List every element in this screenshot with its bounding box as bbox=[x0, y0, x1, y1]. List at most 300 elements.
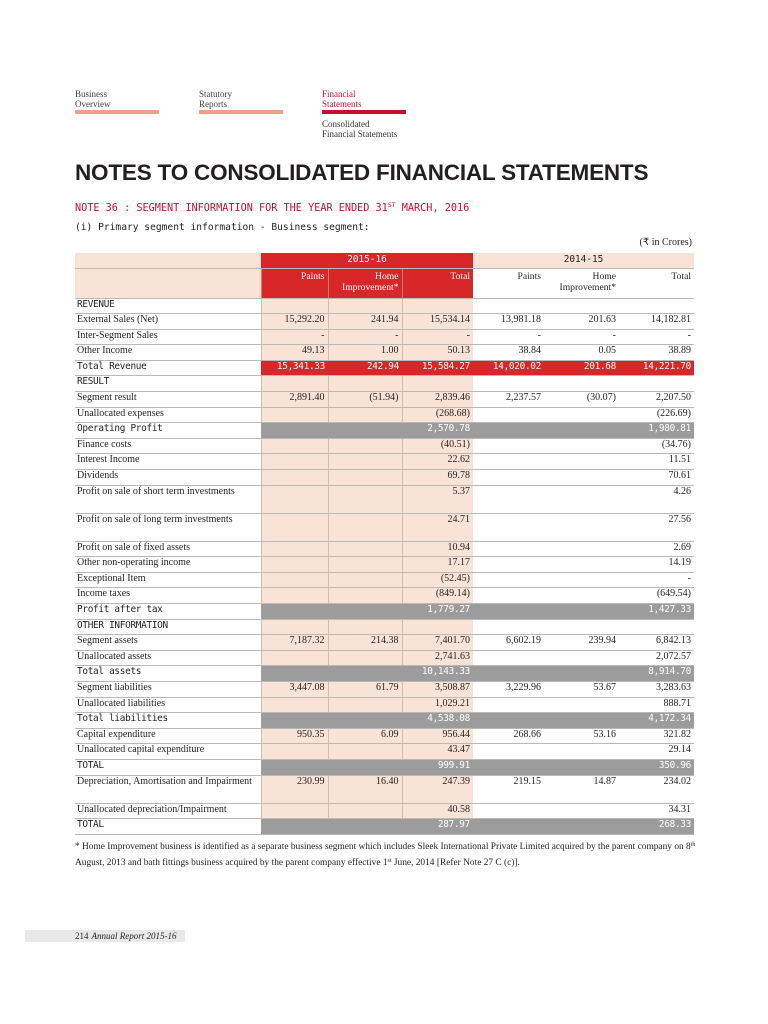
row-label: Finance costs bbox=[75, 438, 261, 454]
cell-value bbox=[473, 588, 544, 604]
cell-value bbox=[544, 541, 619, 557]
section-heading: REVENUE bbox=[75, 298, 261, 314]
cell-value bbox=[328, 438, 402, 454]
cell-value: (849.14) bbox=[402, 588, 473, 604]
cell-value: 34.31 bbox=[619, 803, 694, 819]
cell-value: 13,981.18 bbox=[473, 314, 544, 330]
cell-value: 38.89 bbox=[619, 345, 694, 361]
cell-value bbox=[328, 697, 402, 713]
row-label: Inter-Segment Sales bbox=[75, 329, 261, 345]
section-heading: RESULT bbox=[75, 376, 261, 392]
cell-value: 247.39 bbox=[402, 775, 473, 803]
cell-value bbox=[544, 454, 619, 470]
cell-value: 4.26 bbox=[619, 485, 694, 513]
cell-value bbox=[261, 744, 328, 760]
cell-value bbox=[328, 407, 402, 423]
nav-label-line2: Statements bbox=[322, 99, 362, 109]
cell-value: 1,029.21 bbox=[402, 697, 473, 713]
cell-value bbox=[328, 713, 402, 729]
cell-value: 15,534.14 bbox=[402, 314, 473, 330]
subheading: (i) Primary segment information - Business segment: bbox=[75, 222, 370, 233]
nav-bar bbox=[75, 110, 159, 114]
cell-value: - bbox=[328, 329, 402, 345]
cell-value: 2,741.63 bbox=[402, 650, 473, 666]
cell-value: 241.94 bbox=[328, 314, 402, 330]
cell-value bbox=[544, 423, 619, 439]
cell-value bbox=[261, 713, 328, 729]
cell-value: 950.35 bbox=[261, 728, 328, 744]
cell-value: 268.66 bbox=[473, 728, 544, 744]
footnote-text: June, 2014 [Refer Note 27 C (c)]. bbox=[391, 858, 520, 868]
row-label: Total assets bbox=[75, 666, 261, 682]
cell-value: 6.09 bbox=[328, 728, 402, 744]
cell-value bbox=[328, 588, 402, 604]
cell-value: 27.56 bbox=[619, 513, 694, 541]
cell-value: 287.97 bbox=[402, 819, 473, 835]
cell-value: (52.45) bbox=[402, 572, 473, 588]
table-row bbox=[75, 345, 694, 361]
cell-value bbox=[473, 572, 544, 588]
table-row bbox=[75, 454, 694, 470]
cell-value bbox=[328, 557, 402, 573]
row-label: Exceptional Item bbox=[75, 572, 261, 588]
cell-value: 3,447.08 bbox=[261, 681, 328, 697]
row-label: Profit after tax bbox=[75, 604, 261, 620]
cell-value bbox=[402, 619, 473, 635]
cell-value: 14,182.81 bbox=[619, 314, 694, 330]
cell-value bbox=[261, 803, 328, 819]
cell-value bbox=[328, 759, 402, 775]
nav-financial-statements[interactable] bbox=[322, 89, 362, 109]
table-row bbox=[75, 619, 694, 635]
cell-value bbox=[328, 650, 402, 666]
cell-value: - bbox=[402, 329, 473, 345]
cell-value bbox=[328, 541, 402, 557]
cell-value bbox=[402, 298, 473, 314]
cell-value: (649.54) bbox=[619, 588, 694, 604]
cell-value: 242.94 bbox=[328, 360, 402, 376]
cell-value: 2,072.57 bbox=[619, 650, 694, 666]
table-row bbox=[75, 557, 694, 573]
cell-value bbox=[328, 423, 402, 439]
cell-value bbox=[544, 298, 619, 314]
table-row bbox=[75, 423, 694, 439]
cell-value bbox=[328, 803, 402, 819]
cell-value: (268.68) bbox=[402, 407, 473, 423]
cell-value bbox=[544, 470, 619, 486]
table-row bbox=[75, 513, 694, 541]
table-row bbox=[75, 744, 694, 760]
cell-value bbox=[544, 697, 619, 713]
cell-value: 219.15 bbox=[473, 775, 544, 803]
cell-value: 53.67 bbox=[544, 681, 619, 697]
header-paints: Paints bbox=[261, 268, 328, 298]
table-row bbox=[75, 376, 694, 392]
cell-value: 2,839.46 bbox=[402, 392, 473, 408]
cell-value: 70.61 bbox=[619, 470, 694, 486]
table-row bbox=[75, 697, 694, 713]
cell-value bbox=[473, 557, 544, 573]
cell-value bbox=[328, 604, 402, 620]
cell-value bbox=[261, 407, 328, 423]
cell-value bbox=[402, 376, 473, 392]
cell-value: 8,914.70 bbox=[619, 666, 694, 682]
cell-value bbox=[544, 438, 619, 454]
cell-value: 321.82 bbox=[619, 728, 694, 744]
cell-value bbox=[544, 619, 619, 635]
row-label: Total Revenue bbox=[75, 360, 261, 376]
row-label: Profit on sale of long term investments bbox=[75, 513, 261, 541]
nav-label-line1: Statutory bbox=[199, 89, 232, 99]
header-blank bbox=[75, 268, 261, 298]
unit-label: (₹ in Crores) bbox=[639, 237, 692, 248]
row-label: Unallocated capital expenditure bbox=[75, 744, 261, 760]
cell-value bbox=[328, 572, 402, 588]
header-year-2015-16: 2015-16 bbox=[261, 253, 473, 268]
cell-value bbox=[328, 454, 402, 470]
row-label: Operating Profit bbox=[75, 423, 261, 439]
cell-value: 3,508.87 bbox=[402, 681, 473, 697]
cell-value: 22.62 bbox=[402, 454, 473, 470]
nav-label-line2: Reports bbox=[199, 99, 227, 109]
row-label: Unallocated depreciation/Impairment bbox=[75, 803, 261, 819]
header-row-columns bbox=[75, 268, 694, 298]
cell-value: 7,401.70 bbox=[402, 635, 473, 651]
cell-value: (226.69) bbox=[619, 407, 694, 423]
header-year-2014-15: 2014-15 bbox=[473, 253, 694, 268]
note-heading-text: NOTE 36 : SEGMENT INFORMATION FOR THE YEAR ENDED 31 bbox=[75, 203, 388, 214]
cell-value bbox=[473, 819, 544, 835]
cell-value bbox=[619, 298, 694, 314]
header-paints: Paints bbox=[473, 268, 544, 298]
cell-value: - bbox=[261, 329, 328, 345]
header-home-line1: Home bbox=[592, 270, 616, 282]
cell-value bbox=[261, 697, 328, 713]
nav-label-line1: Financial bbox=[322, 89, 356, 99]
table-row bbox=[75, 650, 694, 666]
cell-value bbox=[328, 744, 402, 760]
table-row bbox=[75, 572, 694, 588]
cell-value: - bbox=[619, 572, 694, 588]
row-label: Segment assets bbox=[75, 635, 261, 651]
nav-sub-line1: Consolidated bbox=[322, 119, 370, 129]
cell-value bbox=[473, 298, 544, 314]
table-row bbox=[75, 438, 694, 454]
cell-value bbox=[261, 298, 328, 314]
cell-value: 0.05 bbox=[544, 345, 619, 361]
cell-value: 239.94 bbox=[544, 635, 619, 651]
cell-value: 230.99 bbox=[261, 775, 328, 803]
cell-value bbox=[544, 744, 619, 760]
cell-value bbox=[473, 485, 544, 513]
cell-value bbox=[261, 454, 328, 470]
cell-value bbox=[619, 619, 694, 635]
cell-value bbox=[473, 803, 544, 819]
cell-value: (34.76) bbox=[619, 438, 694, 454]
cell-value: 15,341.33 bbox=[261, 360, 328, 376]
table-row bbox=[75, 360, 694, 376]
row-label: Interest Income bbox=[75, 454, 261, 470]
cell-value: - bbox=[473, 329, 544, 345]
header-total: Total bbox=[619, 268, 694, 298]
nav-label-line1: Business bbox=[75, 89, 108, 99]
header-home-line1: Home bbox=[375, 270, 399, 282]
segment-table bbox=[75, 253, 694, 835]
table-row bbox=[75, 635, 694, 651]
row-label: External Sales (Net) bbox=[75, 314, 261, 330]
table-row bbox=[75, 298, 694, 314]
nav-label-line2: Overview bbox=[75, 99, 111, 109]
cell-value bbox=[473, 454, 544, 470]
cell-value: 234.02 bbox=[619, 775, 694, 803]
cell-value: 14.87 bbox=[544, 775, 619, 803]
cell-value: (40.51) bbox=[402, 438, 473, 454]
cell-value bbox=[544, 650, 619, 666]
table-row bbox=[75, 392, 694, 408]
cell-value bbox=[328, 485, 402, 513]
row-label: Segment liabilities bbox=[75, 681, 261, 697]
table-row bbox=[75, 485, 694, 513]
cell-value: 29.14 bbox=[619, 744, 694, 760]
cell-value bbox=[328, 376, 402, 392]
cell-value bbox=[328, 298, 402, 314]
row-label: TOTAL bbox=[75, 759, 261, 775]
cell-value bbox=[328, 666, 402, 682]
cell-value bbox=[473, 513, 544, 541]
cell-value bbox=[544, 713, 619, 729]
cell-value bbox=[473, 650, 544, 666]
cell-value: 888.71 bbox=[619, 697, 694, 713]
header-blank bbox=[75, 253, 261, 268]
row-label: TOTAL bbox=[75, 819, 261, 835]
cell-value: 14,020.02 bbox=[473, 360, 544, 376]
cell-value bbox=[473, 423, 544, 439]
cell-value bbox=[328, 470, 402, 486]
cell-value bbox=[473, 541, 544, 557]
cell-value bbox=[261, 423, 328, 439]
note-heading-sup: ST bbox=[387, 201, 396, 209]
cell-value bbox=[261, 470, 328, 486]
cell-value: (51.94) bbox=[328, 392, 402, 408]
table-row bbox=[75, 666, 694, 682]
table-row bbox=[75, 803, 694, 819]
cell-value bbox=[544, 376, 619, 392]
cell-value: 50.13 bbox=[402, 345, 473, 361]
cell-value: 10,143.33 bbox=[402, 666, 473, 682]
table-row bbox=[75, 541, 694, 557]
cell-value bbox=[544, 759, 619, 775]
cell-value: 38.84 bbox=[473, 345, 544, 361]
cell-value bbox=[544, 819, 619, 835]
table-body bbox=[75, 298, 694, 834]
cell-value bbox=[473, 604, 544, 620]
cell-value bbox=[261, 541, 328, 557]
cell-value bbox=[544, 407, 619, 423]
row-label: Capital expenditure bbox=[75, 728, 261, 744]
cell-value bbox=[473, 619, 544, 635]
table-row bbox=[75, 775, 694, 803]
cell-value: 350.96 bbox=[619, 759, 694, 775]
nav-subsection bbox=[322, 119, 397, 139]
cell-value bbox=[544, 803, 619, 819]
footnote-sup: st bbox=[387, 858, 392, 864]
cell-value: 53.16 bbox=[544, 728, 619, 744]
table-row bbox=[75, 819, 694, 835]
cell-value bbox=[544, 572, 619, 588]
cell-value bbox=[261, 557, 328, 573]
cell-value bbox=[544, 666, 619, 682]
cell-value: 1.00 bbox=[328, 345, 402, 361]
cell-value bbox=[473, 407, 544, 423]
cell-value bbox=[328, 819, 402, 835]
cell-value bbox=[473, 438, 544, 454]
table-row bbox=[75, 588, 694, 604]
nav-bar bbox=[199, 110, 283, 114]
section-nav bbox=[75, 89, 695, 149]
cell-value: 4,538.08 bbox=[402, 713, 473, 729]
cell-value bbox=[261, 666, 328, 682]
cell-value: 11.51 bbox=[619, 454, 694, 470]
cell-value: 201.68 bbox=[544, 360, 619, 376]
cell-value: 1,427.33 bbox=[619, 604, 694, 620]
cell-value bbox=[473, 666, 544, 682]
cell-value: 1,980.81 bbox=[619, 423, 694, 439]
cell-value: 214.38 bbox=[328, 635, 402, 651]
row-label: Total liabilities bbox=[75, 713, 261, 729]
cell-value bbox=[619, 376, 694, 392]
table-row bbox=[75, 470, 694, 486]
row-label: Profit on sale of short term investments bbox=[75, 485, 261, 513]
cell-value: 4,172.34 bbox=[619, 713, 694, 729]
table-row bbox=[75, 314, 694, 330]
footnote bbox=[75, 838, 701, 870]
nav-statutory-reports[interactable] bbox=[199, 89, 232, 109]
header-home-improvement bbox=[328, 268, 402, 298]
row-label: Income taxes bbox=[75, 588, 261, 604]
footnote-text: * Home Improvement business is identified as a separate business segment which includes Sleek International Private Limited acquired by the parent company on 8 bbox=[75, 842, 691, 852]
cell-value bbox=[261, 819, 328, 835]
nav-bar-active bbox=[322, 110, 406, 114]
report-label: Annual Report 2015-16 bbox=[91, 931, 177, 941]
note-heading-tail: MARCH, 2016 bbox=[395, 203, 470, 214]
header-row-years bbox=[75, 253, 694, 268]
cell-value bbox=[473, 759, 544, 775]
cell-value bbox=[261, 650, 328, 666]
row-label: Other non-operating income bbox=[75, 557, 261, 573]
cell-value: 2,570.78 bbox=[402, 423, 473, 439]
cell-value: (30.07) bbox=[544, 392, 619, 408]
cell-value: - bbox=[544, 329, 619, 345]
cell-value: 14.19 bbox=[619, 557, 694, 573]
footnote-text: August, 2013 and bath fittings business acquired by the parent company effective 1 bbox=[75, 858, 388, 868]
cell-value: 5.37 bbox=[402, 485, 473, 513]
row-label: Segment result bbox=[75, 392, 261, 408]
header-home-line2: Improvement* bbox=[559, 281, 616, 293]
cell-value bbox=[261, 376, 328, 392]
note-heading bbox=[75, 201, 469, 214]
page-number: 214 bbox=[75, 931, 89, 941]
header-home-improvement bbox=[544, 268, 619, 298]
cell-value bbox=[328, 619, 402, 635]
cell-value: 999.91 bbox=[402, 759, 473, 775]
nav-business-overview[interactable] bbox=[75, 89, 111, 109]
cell-value: 3,283.63 bbox=[619, 681, 694, 697]
cell-value bbox=[261, 438, 328, 454]
cell-value: 6,842.13 bbox=[619, 635, 694, 651]
cell-value bbox=[261, 604, 328, 620]
cell-value: 201.63 bbox=[544, 314, 619, 330]
cell-value: 43.47 bbox=[402, 744, 473, 760]
cell-value bbox=[473, 744, 544, 760]
cell-value: 2,891.40 bbox=[261, 392, 328, 408]
table-row bbox=[75, 329, 694, 345]
cell-value: 2,237.57 bbox=[473, 392, 544, 408]
cell-value bbox=[544, 557, 619, 573]
row-label: Profit on sale of fixed assets bbox=[75, 541, 261, 557]
cell-value: 3,229.96 bbox=[473, 681, 544, 697]
cell-value: - bbox=[619, 329, 694, 345]
cell-value: 69.78 bbox=[402, 470, 473, 486]
cell-value bbox=[473, 376, 544, 392]
cell-value: 2.69 bbox=[619, 541, 694, 557]
cell-value: 7,187.32 bbox=[261, 635, 328, 651]
section-heading: OTHER INFORMATION bbox=[75, 619, 261, 635]
cell-value bbox=[544, 513, 619, 541]
table-row bbox=[75, 407, 694, 423]
row-label: Unallocated expenses bbox=[75, 407, 261, 423]
cell-value bbox=[473, 470, 544, 486]
row-label: Dividends bbox=[75, 470, 261, 486]
cell-value: 10.94 bbox=[402, 541, 473, 557]
row-label: Depreciation, Amortisation and Impairment bbox=[75, 775, 261, 803]
table-row bbox=[75, 604, 694, 620]
cell-value: 15,292.20 bbox=[261, 314, 328, 330]
header-total: Total bbox=[402, 268, 473, 298]
table-row bbox=[75, 681, 694, 697]
page-title: NOTES TO CONSOLIDATED FINANCIAL STATEMENTS bbox=[75, 160, 649, 185]
cell-value: 15,584.27 bbox=[402, 360, 473, 376]
cell-value bbox=[261, 588, 328, 604]
row-label: Unallocated assets bbox=[75, 650, 261, 666]
cell-value: 61.79 bbox=[328, 681, 402, 697]
page-footer bbox=[75, 931, 177, 941]
cell-value bbox=[328, 513, 402, 541]
cell-value: 40.58 bbox=[402, 803, 473, 819]
header-home-line2: Improvement* bbox=[342, 281, 399, 293]
cell-value bbox=[261, 759, 328, 775]
nav-sub-line2: Financial Statements bbox=[322, 129, 398, 139]
cell-value bbox=[544, 485, 619, 513]
cell-value bbox=[544, 604, 619, 620]
cell-value: 14,221.70 bbox=[619, 360, 694, 376]
table-row bbox=[75, 728, 694, 744]
cell-value bbox=[261, 572, 328, 588]
cell-value bbox=[261, 513, 328, 541]
cell-value bbox=[261, 485, 328, 513]
footnote-sup: th bbox=[690, 842, 696, 848]
cell-value bbox=[473, 713, 544, 729]
cell-value bbox=[473, 697, 544, 713]
table-row bbox=[75, 713, 694, 729]
cell-value: 2,207.50 bbox=[619, 392, 694, 408]
cell-value: 17.17 bbox=[402, 557, 473, 573]
table-row bbox=[75, 759, 694, 775]
cell-value: 6,602.19 bbox=[473, 635, 544, 651]
cell-value bbox=[261, 619, 328, 635]
cell-value: 956.44 bbox=[402, 728, 473, 744]
row-label: Unallocated liabilities bbox=[75, 697, 261, 713]
cell-value: 1,779.27 bbox=[402, 604, 473, 620]
